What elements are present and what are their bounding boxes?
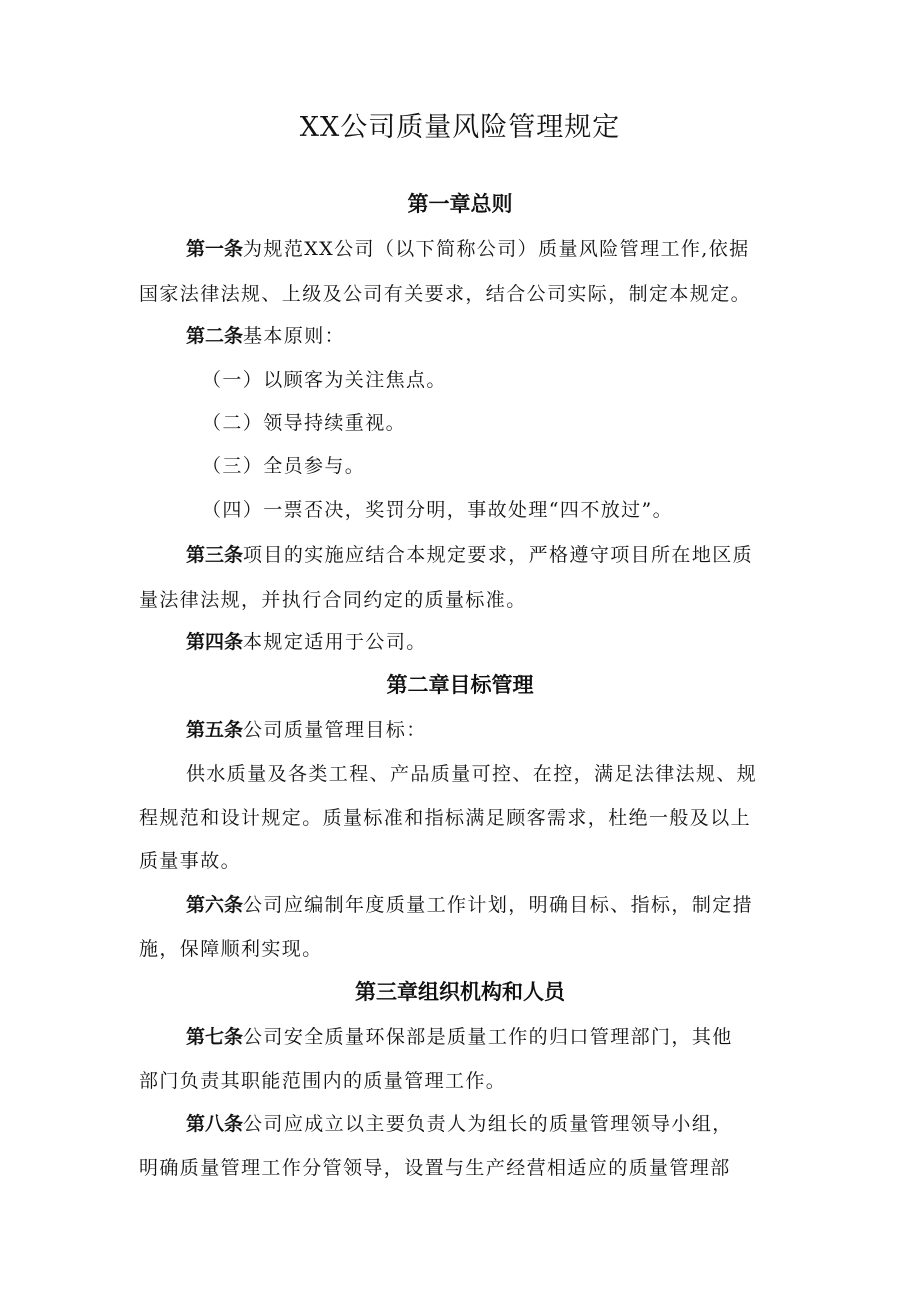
article-paragraph — [186, 714, 427, 746]
article-label: 第八条 — [186, 1113, 244, 1135]
article-paragraph — [186, 233, 750, 265]
article-text: 公司安全质量环保部是质量工作的归口管理部门，其他 — [243, 1026, 733, 1048]
list-item: （三）全员参与。 — [202, 455, 366, 477]
article-label: 第五条 — [186, 719, 244, 741]
chapter-heading: 第一章总则 — [407, 192, 513, 216]
article-label: 第二条 — [186, 325, 244, 347]
list-item: （四）一票否决，奖罚分明，事故处理“四不放过”。 — [202, 499, 674, 521]
list-item: （一）以顾客为关注焦点。 — [202, 369, 447, 391]
article-label: 第三条 — [186, 544, 244, 566]
article-paragraph — [186, 626, 427, 658]
article-text: 质量事故。 — [139, 850, 242, 872]
article-label: 第一条 — [186, 238, 244, 260]
article-label: 第四条 — [186, 631, 244, 653]
article-text: 程规范和设计规定。质量标准和指标满足顾客需求，杜绝一般及以上 — [139, 807, 752, 829]
article-text: 公司应编制年度质量工作计划，明确目标、指标，制定措 — [243, 894, 754, 916]
article-text: 本规定适用于公司。 — [243, 631, 427, 653]
article-text: 公司应成立以主要负责人为组长的质量管理领导小组， — [243, 1113, 733, 1135]
article-paragraph — [186, 320, 345, 352]
article-text: 基本原则： — [243, 325, 346, 347]
article-text: 为规范XX公司（以下简称公司）质量风险管理工作,依据 — [243, 238, 750, 260]
article-text: 施，保障顺利实现。 — [139, 938, 323, 960]
article-paragraph — [186, 539, 753, 571]
article-label: 第六条 — [186, 894, 244, 916]
article-paragraph — [186, 1108, 733, 1140]
article-label: 第七条 — [186, 1026, 244, 1048]
article-paragraph — [186, 889, 753, 921]
article-text: 供水质量及各类工程、产品质量可控、在控，满足法律法规、规 — [186, 763, 758, 785]
article-text: 国家法律法规、上级及公司有关要求，结合公司实际，制定本规定。 — [139, 283, 752, 305]
article-text: 公司质量管理目标： — [243, 719, 427, 741]
chapter-heading: 第二章目标管理 — [386, 673, 534, 697]
article-text: 项目的实施应结合本规定要求，严格遵守项目所在地区质 — [243, 544, 754, 566]
document-title: XX公司质量风险管理规定 — [299, 112, 621, 143]
article-text: 部门负责其职能范围内的质量管理工作。 — [139, 1070, 507, 1092]
chapter-heading: 第三章组织机构和人员 — [355, 980, 565, 1004]
article-text: 量法律法规，并执行合同约定的质量标准。 — [139, 589, 527, 611]
list-item: （二）领导持续重视。 — [202, 412, 407, 434]
article-paragraph — [186, 1021, 733, 1053]
article-text: 明确质量管理工作分管领导，设置与生产经营相适应的质量管理部 — [139, 1157, 731, 1179]
